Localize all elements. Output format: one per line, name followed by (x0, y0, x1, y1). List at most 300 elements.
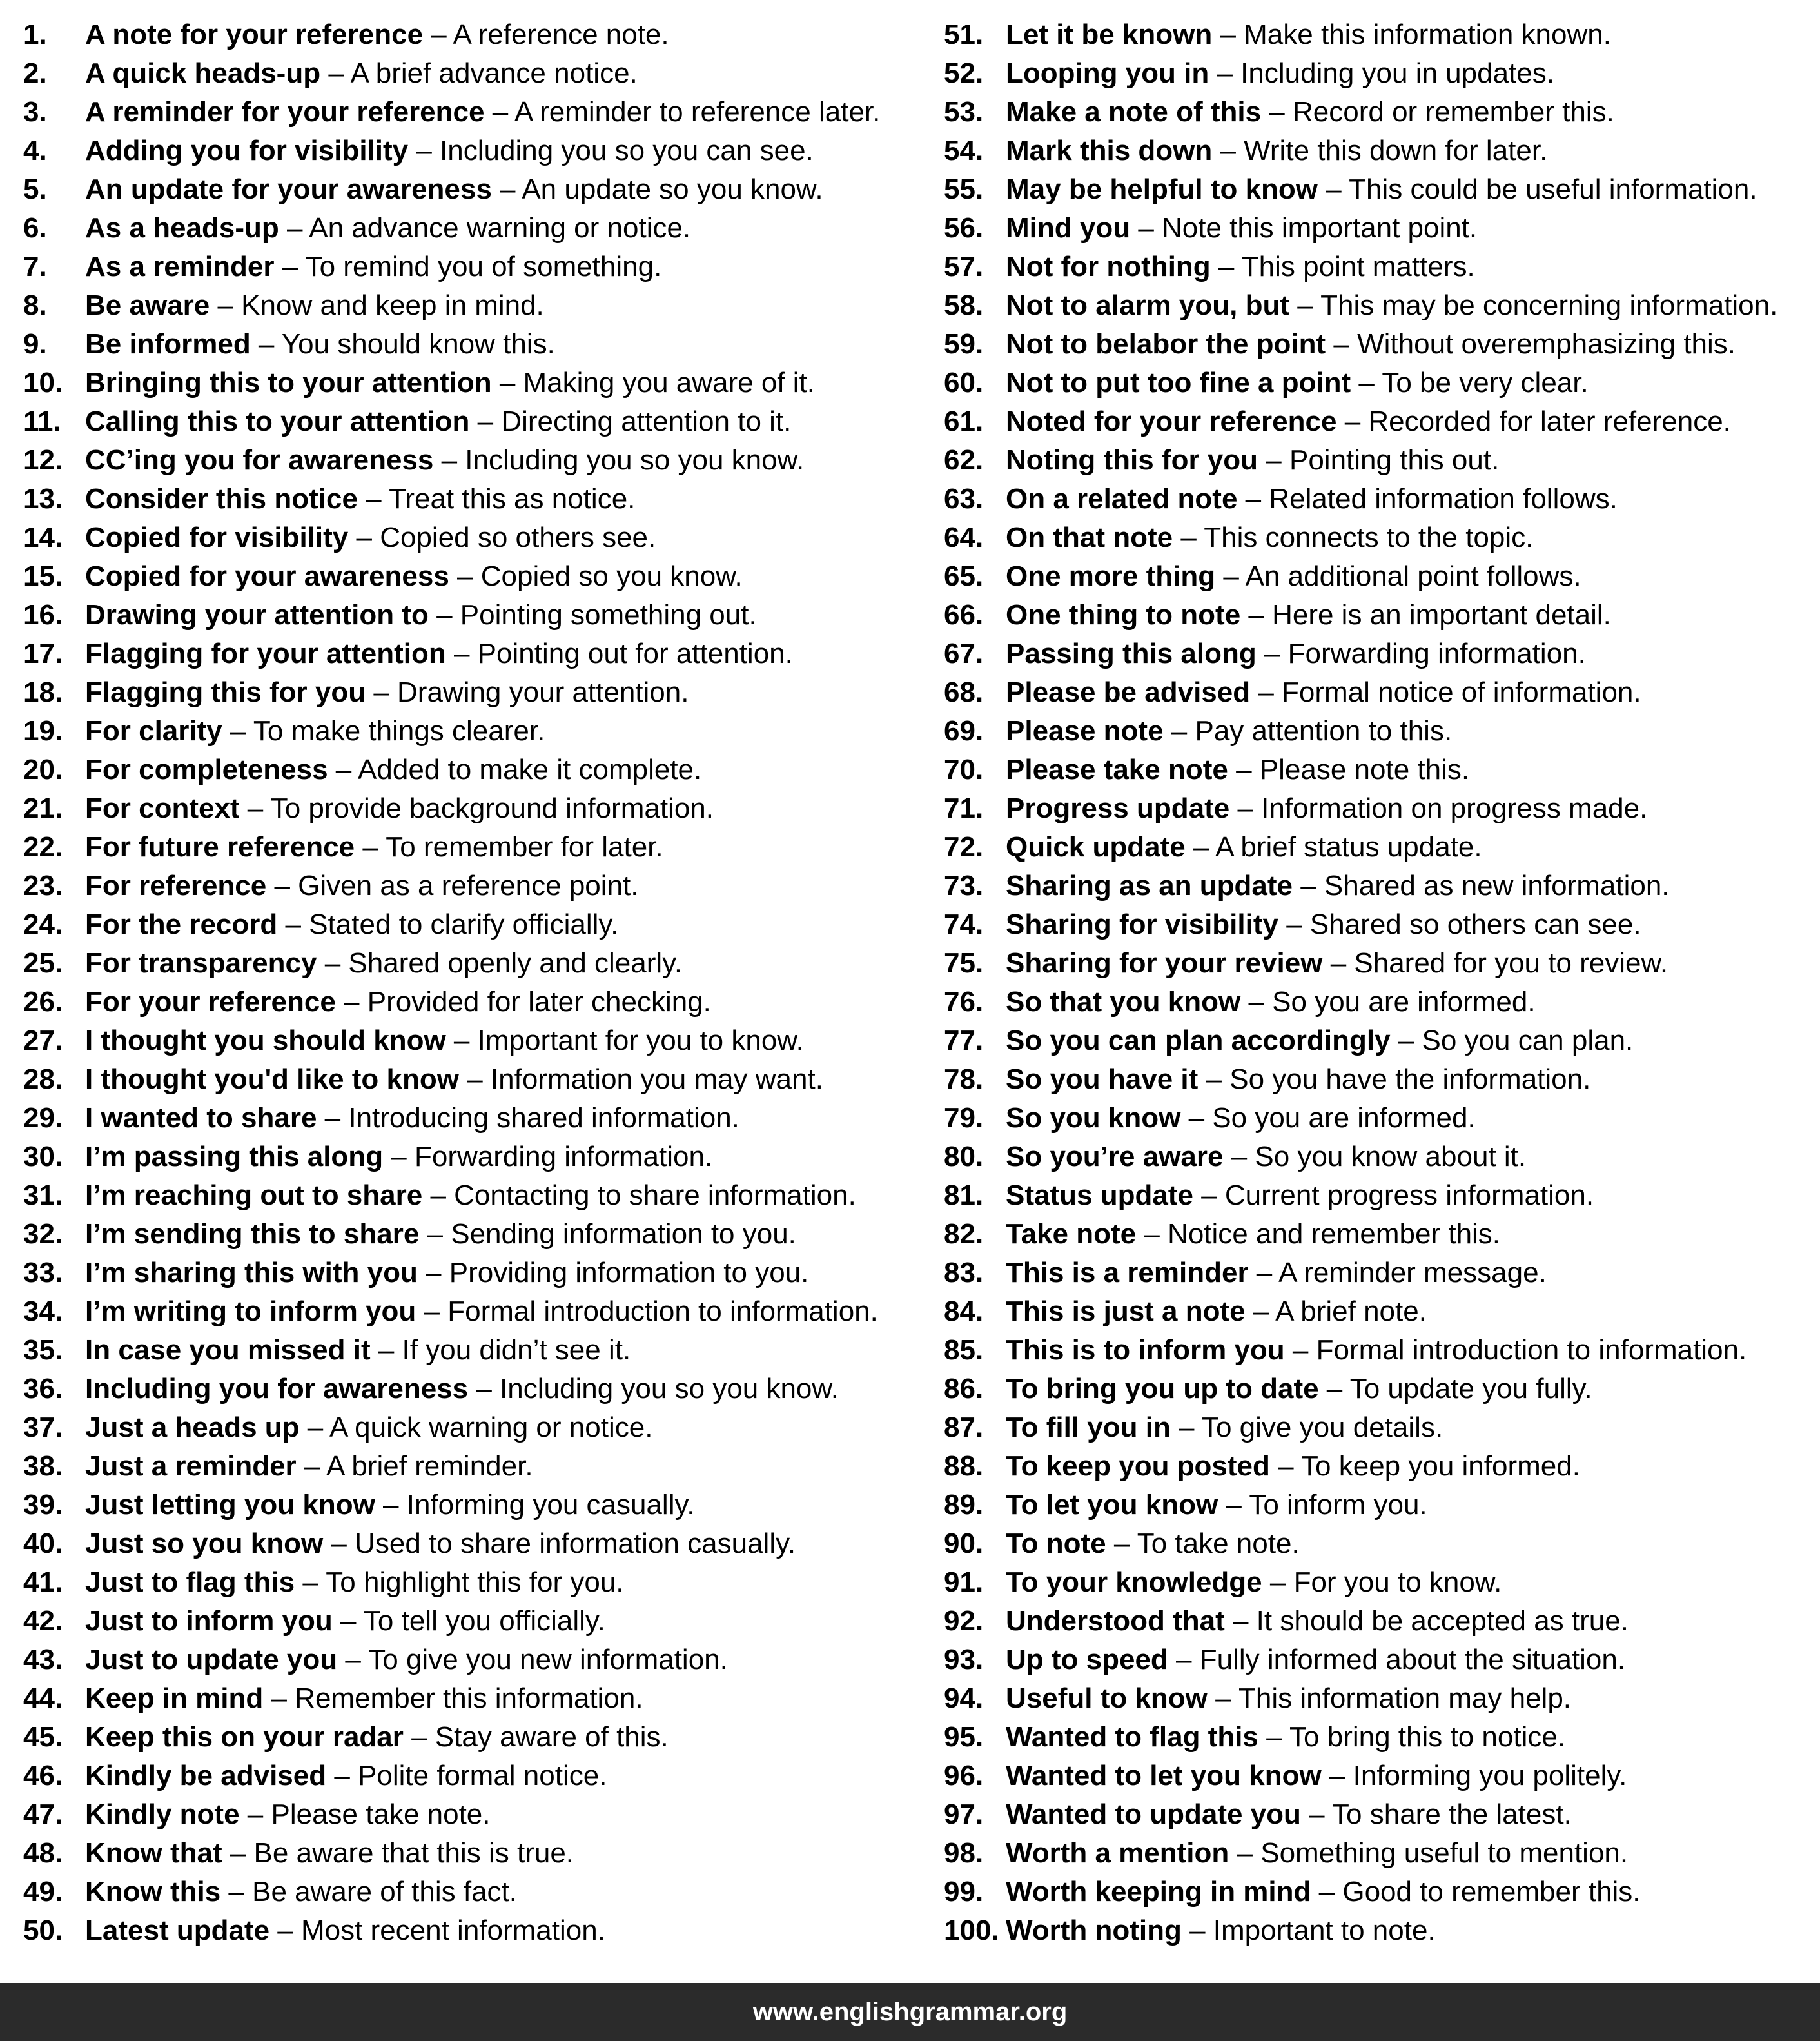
item-definition: – It should be accepted as true. (1224, 1605, 1629, 1637)
item-number: 10. (23, 367, 63, 399)
item-number: 31. (23, 1179, 63, 1211)
item-number: 59. (944, 328, 984, 360)
list-item (944, 364, 1811, 402)
item-definition: – To keep you informed. (1269, 1450, 1580, 1482)
item-definition: – A brief note. (1245, 1296, 1427, 1327)
item-definition: – Be aware of this fact. (220, 1876, 517, 1908)
list-item (23, 1641, 926, 1679)
item-definition: – Related information follows. (1237, 483, 1618, 515)
item-number: 99. (944, 1876, 984, 1908)
item-phrase: As a reminder (85, 251, 275, 282)
item-definition: – Formal notice of information. (1250, 676, 1641, 708)
list-item (944, 1370, 1811, 1408)
item-phrase: So you know (1006, 1102, 1181, 1134)
list-item (944, 983, 1811, 1021)
item-definition: – Including you so you know. (468, 1373, 839, 1405)
item-definition: – A reminder message. (1248, 1257, 1547, 1288)
item-definition: – Added to make it complete. (328, 754, 702, 785)
item-definition: – Make this information known. (1212, 19, 1611, 50)
item-phrase: Noted for your reference (1006, 406, 1337, 437)
item-number: 92. (944, 1605, 984, 1637)
item-number: 4. (23, 135, 47, 166)
item-number: 76. (944, 986, 984, 1018)
item-phrase: Useful to know (1006, 1682, 1208, 1714)
item-phrase: To let you know (1006, 1489, 1218, 1521)
item-phrase: Consider this notice (85, 483, 358, 515)
item-definition: – Informing you politely. (1321, 1760, 1627, 1791)
item-number: 98. (944, 1837, 984, 1869)
item-definition: – Write this down for later. (1212, 135, 1548, 166)
item-number: 62. (944, 444, 984, 476)
item-definition: – Please note this. (1228, 754, 1470, 785)
item-definition: – An update so you know. (491, 173, 823, 205)
list-item (23, 673, 926, 712)
item-phrase: Noting this for you (1006, 444, 1258, 476)
item-phrase: Worth noting (1006, 1915, 1182, 1946)
list-item (944, 1718, 1811, 1757)
item-number: 34. (23, 1296, 63, 1327)
item-number: 21. (23, 793, 63, 824)
item-definition: – So you have the information. (1198, 1063, 1591, 1095)
item-definition: – This point matters. (1210, 251, 1475, 282)
item-phrase: May be helpful to know (1006, 173, 1318, 205)
list-item (944, 944, 1811, 983)
item-definition: – Including you in updates. (1209, 57, 1554, 89)
item-definition: – To make things clearer. (222, 715, 545, 747)
item-phrase: Including you for awareness (85, 1373, 469, 1405)
item-phrase: Kindly be advised (85, 1760, 327, 1791)
item-number: 52. (944, 57, 984, 89)
item-number: 83. (944, 1257, 984, 1288)
list-item (23, 1795, 926, 1834)
list-item (944, 402, 1811, 441)
item-number: 91. (944, 1566, 984, 1598)
item-definition: – Pointing out for attention. (445, 638, 793, 669)
list-item (944, 170, 1811, 209)
item-number: 24. (23, 909, 63, 940)
list-item (944, 1795, 1811, 1834)
item-phrase: Take note (1006, 1218, 1137, 1250)
list-item (23, 596, 926, 635)
item-number: 69. (944, 715, 984, 747)
list-item (23, 1021, 926, 1060)
item-phrase: For completeness (85, 754, 328, 785)
item-definition: – Used to share information casually. (323, 1528, 796, 1559)
list-item (944, 132, 1811, 170)
item-definition: – Pointing this out. (1258, 444, 1500, 476)
item-definition: – Provided for later checking. (335, 986, 711, 1018)
item-number: 68. (944, 676, 984, 708)
list-item (944, 93, 1811, 132)
item-definition: – Shared so others can see. (1278, 909, 1641, 940)
item-number: 11. (23, 406, 61, 437)
item-phrase: I’m passing this along (85, 1141, 384, 1172)
item-number: 80. (944, 1141, 984, 1172)
item-number: 17. (23, 638, 63, 669)
item-definition: – Contacting to share information. (422, 1179, 856, 1211)
item-phrase: I thought you should know (85, 1025, 446, 1056)
item-definition: – A brief advance notice. (320, 57, 638, 89)
list-item (23, 905, 926, 944)
item-definition: – To tell you officially. (332, 1605, 605, 1637)
list-item (23, 1718, 926, 1757)
list-item (23, 402, 926, 441)
footer-bar (0, 1983, 1820, 2041)
list-item (944, 209, 1811, 248)
item-definition: – Stay aware of this. (403, 1721, 669, 1753)
item-phrase: For future reference (85, 831, 355, 863)
list-item (23, 132, 926, 170)
item-definition: – Copied so others see. (348, 522, 656, 553)
item-definition: – Note this important point. (1130, 212, 1478, 244)
item-number: 86. (944, 1373, 984, 1405)
item-definition: – To inform you. (1218, 1489, 1427, 1521)
item-phrase: Wanted to let you know (1006, 1760, 1322, 1791)
list-item (944, 867, 1811, 905)
item-definition: – So you can plan. (1390, 1025, 1634, 1056)
item-definition: – Copied so you know. (449, 560, 743, 592)
item-number: 54. (944, 135, 984, 166)
item-phrase: One thing to note (1006, 599, 1241, 631)
item-definition: – Information you may want. (458, 1063, 823, 1095)
item-phrase: Be aware (85, 290, 210, 321)
item-number: 49. (23, 1876, 63, 1908)
item-number: 9. (23, 328, 47, 360)
item-number: 3. (23, 96, 47, 128)
item-definition: – Providing information to you. (417, 1257, 809, 1288)
list-item (23, 1408, 926, 1447)
item-phrase: Please note (1006, 715, 1164, 747)
item-number: 15. (23, 560, 63, 592)
item-number: 30. (23, 1141, 63, 1172)
item-number: 88. (944, 1450, 984, 1482)
item-number: 13. (23, 483, 63, 515)
item-phrase: Just a heads up (85, 1412, 300, 1443)
list-item (23, 209, 926, 248)
item-phrase: To bring you up to date (1006, 1373, 1319, 1405)
item-definition: – Pay attention to this. (1163, 715, 1453, 747)
item-definition: – Recorded for later reference. (1336, 406, 1731, 437)
list-item (944, 1176, 1811, 1215)
item-definition: – To bring this to notice. (1258, 1721, 1566, 1753)
list-item (944, 15, 1811, 54)
list-item (944, 54, 1811, 93)
list-item (944, 1911, 1811, 1950)
item-number: 94. (944, 1682, 984, 1714)
item-definition: – Drawing your attention. (366, 676, 689, 708)
item-phrase: Wanted to update you (1006, 1799, 1301, 1830)
footer-url[interactable]: www.englishgrammar.org (752, 1997, 1068, 2026)
item-definition: – Formal introduction to information. (416, 1296, 878, 1327)
item-number: 46. (23, 1760, 63, 1791)
item-definition: – Forwarding information. (383, 1141, 713, 1172)
list-item (944, 1486, 1811, 1524)
item-definition: – A reference note. (423, 19, 669, 50)
item-phrase: Not for nothing (1006, 251, 1211, 282)
item-definition: – This connects to the topic. (1173, 522, 1534, 553)
item-phrase: A quick heads-up (85, 57, 321, 89)
item-definition: – Pointing something out. (428, 599, 757, 631)
item-definition: – Informing you casually. (375, 1489, 695, 1521)
item-definition: – To provide background information. (239, 793, 714, 824)
item-phrase: Calling this to your attention (85, 406, 470, 437)
item-phrase: For the record (85, 909, 278, 940)
list-item (23, 1563, 926, 1602)
list-item (23, 325, 926, 364)
item-number: 36. (23, 1373, 63, 1405)
item-phrase: Mind you (1006, 212, 1131, 244)
item-number: 51. (944, 19, 984, 50)
item-phrase: Quick update (1006, 831, 1186, 863)
list-item (944, 1408, 1811, 1447)
item-definition: – A reminder to reference later. (484, 96, 881, 128)
item-definition: – Formal introduction to information. (1284, 1334, 1747, 1366)
item-number: 45. (23, 1721, 63, 1753)
item-number: 60. (944, 367, 984, 399)
item-number: 18. (23, 676, 63, 708)
item-number: 19. (23, 715, 63, 747)
list-item (23, 1331, 926, 1370)
item-phrase: For reference (85, 870, 267, 902)
item-definition: – Remember this information. (263, 1682, 643, 1714)
item-definition: – To remember for later. (355, 831, 663, 863)
list-item (23, 944, 926, 983)
list-item (23, 1099, 926, 1138)
item-phrase: Worth keeping in mind (1006, 1876, 1311, 1908)
item-definition: – This information may help. (1207, 1682, 1572, 1714)
list-item (23, 712, 926, 751)
item-phrase: Flagging this for you (85, 676, 366, 708)
item-number: 70. (944, 754, 984, 785)
list-item (23, 170, 926, 209)
item-definition: – So you are informed. (1240, 986, 1536, 1018)
item-phrase: I thought you'd like to know (85, 1063, 459, 1095)
item-phrase: Just letting you know (85, 1489, 375, 1521)
list-item (23, 751, 926, 789)
item-number: 12. (23, 444, 63, 476)
item-phrase: Sharing as an update (1006, 870, 1293, 902)
item-phrase: A note for your reference (85, 19, 424, 50)
item-number: 95. (944, 1721, 984, 1753)
list-item (23, 983, 926, 1021)
list-item (23, 1486, 926, 1524)
item-definition: – An advance warning or notice. (279, 212, 691, 244)
list-item (944, 1563, 1811, 1602)
item-phrase: So you’re aware (1006, 1141, 1224, 1172)
item-number: 28. (23, 1063, 63, 1095)
item-number: 57. (944, 251, 984, 282)
item-number: 58. (944, 290, 984, 321)
list-item (23, 1524, 926, 1563)
item-number: 66. (944, 599, 984, 631)
list-item (944, 441, 1811, 480)
item-definition: – Record or remember this. (1261, 96, 1614, 128)
item-number: 41. (23, 1566, 63, 1598)
list-item (23, 480, 926, 518)
list-item (944, 1021, 1811, 1060)
item-phrase: Not to put too fine a point (1006, 367, 1351, 399)
item-phrase: Not to belabor the point (1006, 328, 1326, 360)
item-phrase: Please be advised (1006, 676, 1251, 708)
item-number: 74. (944, 909, 984, 940)
item-definition: – Making you aware of it. (491, 367, 815, 399)
item-definition: – Notice and remember this. (1136, 1218, 1501, 1250)
item-number: 14. (23, 522, 63, 553)
item-number: 50. (23, 1915, 63, 1946)
item-definition: – This could be useful information. (1318, 173, 1757, 205)
list-item (23, 248, 926, 286)
right-column-list (944, 15, 1811, 1950)
item-definition: – Something useful to mention. (1229, 1837, 1629, 1869)
item-definition: – You should know this. (250, 328, 555, 360)
item-phrase: Understood that (1006, 1605, 1225, 1637)
list-item (944, 557, 1811, 596)
item-phrase: Just to flag this (85, 1566, 295, 1598)
item-phrase: For context (85, 793, 240, 824)
item-number: 7. (23, 251, 47, 282)
list-item (944, 1757, 1811, 1795)
item-phrase: Passing this along (1006, 638, 1257, 669)
item-definition: – Given as a reference point. (266, 870, 639, 902)
list-item (944, 325, 1811, 364)
item-number: 97. (944, 1799, 984, 1830)
item-phrase: I’m reaching out to share (85, 1179, 423, 1211)
item-phrase: Just a reminder (85, 1450, 297, 1482)
item-number: 33. (23, 1257, 63, 1288)
item-definition: – If you didn’t see it. (370, 1334, 631, 1366)
list-item (944, 905, 1811, 944)
left-column-list (23, 15, 926, 1950)
list-item (23, 1060, 926, 1099)
list-item (944, 789, 1811, 828)
list-item (944, 1524, 1811, 1563)
item-number: 78. (944, 1063, 984, 1095)
item-phrase: Worth a mention (1006, 1837, 1229, 1869)
item-phrase: Just to update you (85, 1644, 338, 1675)
item-number: 39. (23, 1489, 63, 1521)
item-phrase: A reminder for your reference (85, 96, 485, 128)
list-item (944, 751, 1811, 789)
item-definition: – Stated to clarify officially. (277, 909, 619, 940)
item-definition: – Current progress information. (1193, 1179, 1594, 1211)
item-definition: – Important for you to know. (445, 1025, 804, 1056)
list-item (944, 1873, 1811, 1911)
item-definition: – Without overemphasizing this. (1326, 328, 1736, 360)
item-definition: – To take note. (1106, 1528, 1300, 1559)
item-definition: – To update you fully. (1318, 1373, 1592, 1405)
item-definition: – For you to know. (1262, 1566, 1502, 1598)
item-number: 77. (944, 1025, 984, 1056)
list-item (944, 635, 1811, 673)
item-phrase: Kindly note (85, 1799, 240, 1830)
item-definition: – To give you details. (1170, 1412, 1443, 1443)
list-item (23, 441, 926, 480)
list-item (944, 1292, 1811, 1331)
item-number: 35. (23, 1334, 63, 1366)
item-phrase: This is to inform you (1006, 1334, 1285, 1366)
item-number: 2. (23, 57, 47, 89)
item-phrase: Keep in mind (85, 1682, 264, 1714)
item-definition: – Treat this as notice. (357, 483, 636, 515)
item-definition: – So you are informed. (1180, 1102, 1476, 1134)
item-number: 42. (23, 1605, 63, 1637)
list-item (944, 286, 1811, 325)
list-item (23, 54, 926, 93)
item-phrase: Copied for your awareness (85, 560, 449, 592)
list-item (944, 712, 1811, 751)
list-item (944, 673, 1811, 712)
item-phrase: As a heads-up (85, 212, 279, 244)
item-number: 63. (944, 483, 984, 515)
list-item (23, 1176, 926, 1215)
item-number: 79. (944, 1102, 984, 1134)
list-item (23, 1834, 926, 1873)
item-number: 6. (23, 212, 47, 244)
item-definition: – Please take note. (239, 1799, 491, 1830)
item-number: 89. (944, 1489, 984, 1521)
item-number: 61. (944, 406, 984, 437)
list-item (23, 15, 926, 54)
item-definition: – Fully informed about the situation. (1168, 1644, 1626, 1675)
list-item (944, 1834, 1811, 1873)
item-definition: – To highlight this for you. (295, 1566, 624, 1598)
item-phrase: Sharing for visibility (1006, 909, 1278, 940)
item-number: 26. (23, 986, 63, 1018)
list-item (944, 1215, 1811, 1254)
item-definition: – Forwarding information. (1256, 638, 1586, 669)
item-phrase: So you have it (1006, 1063, 1199, 1095)
list-item (23, 1911, 926, 1950)
item-phrase: For your reference (85, 986, 336, 1018)
item-number: 27. (23, 1025, 63, 1056)
list-item (944, 1060, 1811, 1099)
item-phrase: To your knowledge (1006, 1566, 1262, 1598)
list-item (944, 1138, 1811, 1176)
item-phrase: To keep you posted (1006, 1450, 1270, 1482)
item-definition: – Important to note. (1181, 1915, 1436, 1946)
item-phrase: Looping you in (1006, 57, 1209, 89)
list-item (23, 867, 926, 905)
item-number: 25. (23, 947, 63, 979)
item-number: 81. (944, 1179, 984, 1211)
item-number: 1. (23, 19, 47, 50)
item-phrase: For transparency (85, 947, 317, 979)
item-number: 55. (944, 173, 984, 205)
item-definition: – Shared openly and clearly. (317, 947, 683, 979)
item-number: 93. (944, 1644, 984, 1675)
list-item (944, 1331, 1811, 1370)
item-number: 64. (944, 522, 984, 553)
item-number: 8. (23, 290, 47, 321)
list-item (23, 1873, 926, 1911)
item-number: 23. (23, 870, 63, 902)
list-item (944, 518, 1811, 557)
item-phrase: Up to speed (1006, 1644, 1168, 1675)
item-number: 87. (944, 1412, 984, 1443)
list-item (944, 248, 1811, 286)
list-item (23, 93, 926, 132)
item-phrase: Please take note (1006, 754, 1228, 785)
item-phrase: So you can plan accordingly (1006, 1025, 1391, 1056)
item-number: 72. (944, 831, 984, 863)
item-definition: – Introducing shared information. (317, 1102, 739, 1134)
item-phrase: Know that (85, 1837, 222, 1869)
item-number: 38. (23, 1450, 63, 1482)
list-item (944, 480, 1811, 518)
item-definition: – Directing attention to it. (469, 406, 792, 437)
item-phrase: So that you know (1006, 986, 1241, 1018)
item-definition: – Shared as new information. (1292, 870, 1670, 902)
